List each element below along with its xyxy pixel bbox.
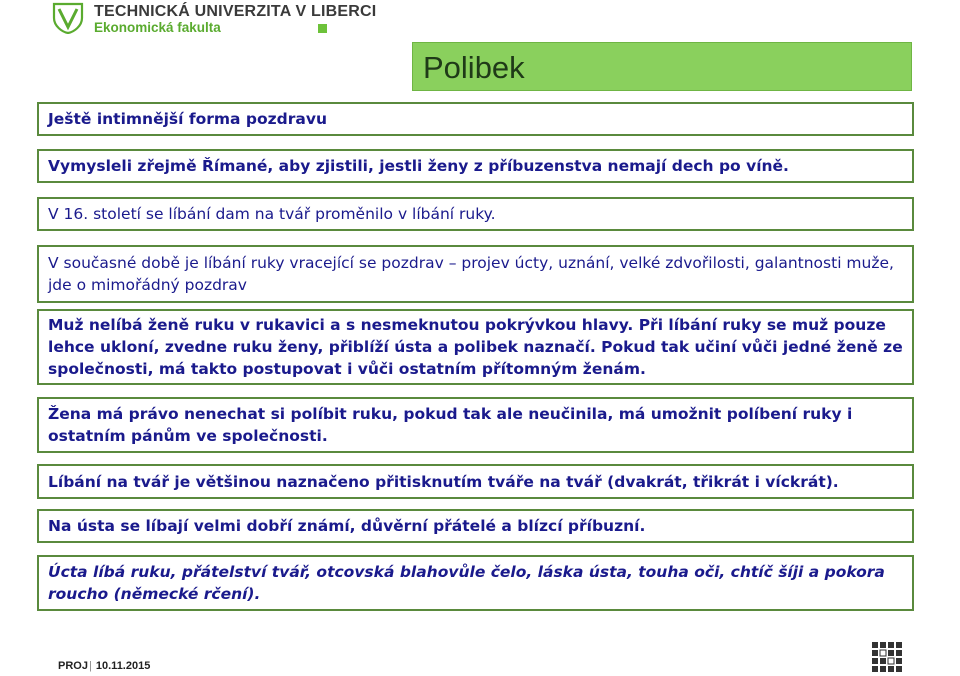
university-name: TECHNICKÁ UNIVERZITA V LIBERCI bbox=[94, 3, 377, 20]
university-logo bbox=[52, 2, 377, 36]
grid-logo-icon bbox=[872, 642, 902, 672]
slide-title: Polibek bbox=[423, 50, 525, 85]
content-box-6 bbox=[37, 397, 914, 453]
content-box-4 bbox=[37, 245, 914, 303]
title-banner bbox=[412, 42, 912, 91]
faculty-square-mark bbox=[318, 24, 327, 33]
box-text: Muž nelíbá ženě ruku v rukavici a s nesmeknutou pokrývkou hlavy. Při líbání ruky se muž pouze lehce ukloní, zvedne ruku ženy, přiblíží ústa a polibek naznačí. Pokud tak učiní vůči jedné ženě ze společnosti, má takto postupovat i vůči ostatním přítomným ženám. bbox=[48, 316, 903, 378]
box-text: Úcta líbá ruku, přátelství tvář, otcovská blahovůle čelo, láska ústa, touha oči, chtíč šíji a pokora roucho (německé rčení). bbox=[48, 563, 885, 603]
box-text: Na ústa se líbají velmi dobří známí, důvěrní přátelé a blízcí příbuzní. bbox=[48, 517, 646, 535]
box-text: Líbání na tvář je většinou naznačeno přitisknutím tváře na tvář (dvakrát, třikrát i víckrát). bbox=[48, 472, 839, 491]
content-box-7 bbox=[37, 464, 914, 499]
box-text: V současné době je líbání ruky vracející se pozdrav – projev úcty, uznání, velké zdvořilosti, galantnosti muže, jde o mimořádný pozdrav bbox=[48, 254, 894, 294]
content-box-3 bbox=[37, 197, 914, 231]
content-box-2 bbox=[37, 149, 914, 183]
content-box-1 bbox=[37, 102, 914, 136]
faculty-name: Ekonomická fakulta bbox=[94, 20, 221, 35]
content-box-5 bbox=[37, 309, 914, 385]
box-text: Vymysleli zřejmě Římané, aby zjistili, jestli ženy z příbuzenstva nemají dech po víně. bbox=[48, 157, 789, 175]
box-text: V 16. století se líbání dam na tvář proměnilo v líbání ruky. bbox=[48, 205, 496, 223]
footer-separator: | bbox=[88, 660, 92, 672]
content-box-8 bbox=[37, 509, 914, 543]
box-text: Ještě intimnější forma pozdravu bbox=[48, 110, 327, 128]
content-box-9 bbox=[37, 555, 914, 611]
box-text: Žena má právo nenechat si políbit ruku, pokud tak ale neučinila, má umožnit políbení ruky i ostatním pánům ve společnosti. bbox=[48, 405, 853, 445]
footer-course: PROJ bbox=[58, 660, 88, 672]
footer-date: 10.11.2015 bbox=[95, 660, 151, 672]
university-shield-icon bbox=[52, 2, 84, 34]
footer-info bbox=[58, 660, 150, 672]
